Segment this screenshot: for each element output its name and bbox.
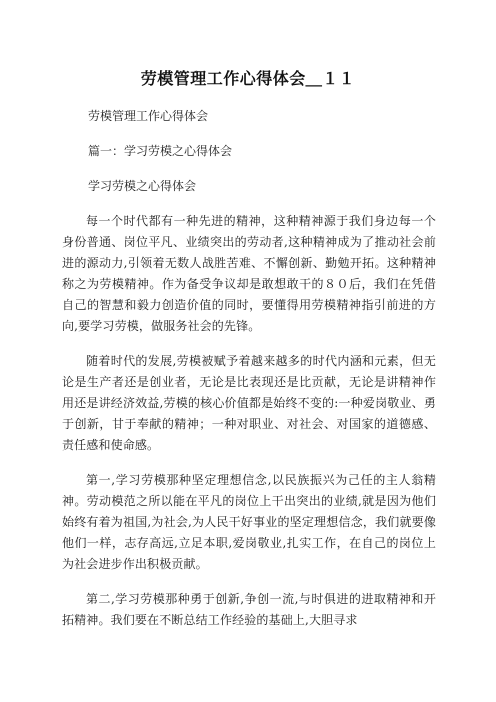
heading-line-2: 篇一：学习劳模之心得体会 [88,144,233,158]
heading-line-1: 劳模管理工作心得体会 [88,109,209,123]
document-title: 劳模管理工作心得体会＿１１ [140,69,356,88]
paragraph-2: 随着时代的发展,劳模被赋予着越来越多的时代内涵和元素，但无论是生产者还是创业者，无论是比表现还是比贡献，无论是讲精神作用还是讲经济效益,劳模的核心价值都是始终不变的:一种爱岗敬业、勇于创新，甘于奉献的精神；一种对职业、对社会、对国家的道德感、责任感和使命感。 [62,354,436,452]
paragraph-1: 每一个时代都有一种先进的精神，这种精神源于我们身边每一个身份普通、岗位平凡、业绩突出的劳动者,这种精神成为了推动社会前进的源动力,引领着无数人战胜苦难、不懈创新、勤勉开拓。这种精神称之为劳模精神。作为备受争议却是敢想敢干的８０后，我们在凭借自己的智慧和毅力创造价值的同时，要懂得用劳模精神指引前进的方向,要学习劳模，做服务社会的先锋。 [62,214,436,333]
heading-line-3: 学习劳模之心得体会 [88,179,197,193]
document-body [62,106,436,645]
paragraph-4: 第二,学习劳模那种勇于创新,争创一流,与时俱进的进取精神和开拓精神。我们要在不断总结工作经验的基础上,大胆寻求 [62,592,436,627]
paragraph-3: 第一,学习劳模那种坚定理想信念,以民族振兴为己任的主人翁精神。劳动模范之所以能在平凡的岗位上干出突出的业绩,就是因为他们始终有着为祖国,为社会,为人民干好事业的坚定理想信念，我们就要像他们一样，志存高远,立足本职,爱岗敬业,扎实工作，在自己的岗位上为社会进步作出积极贡献。 [62,473,436,571]
